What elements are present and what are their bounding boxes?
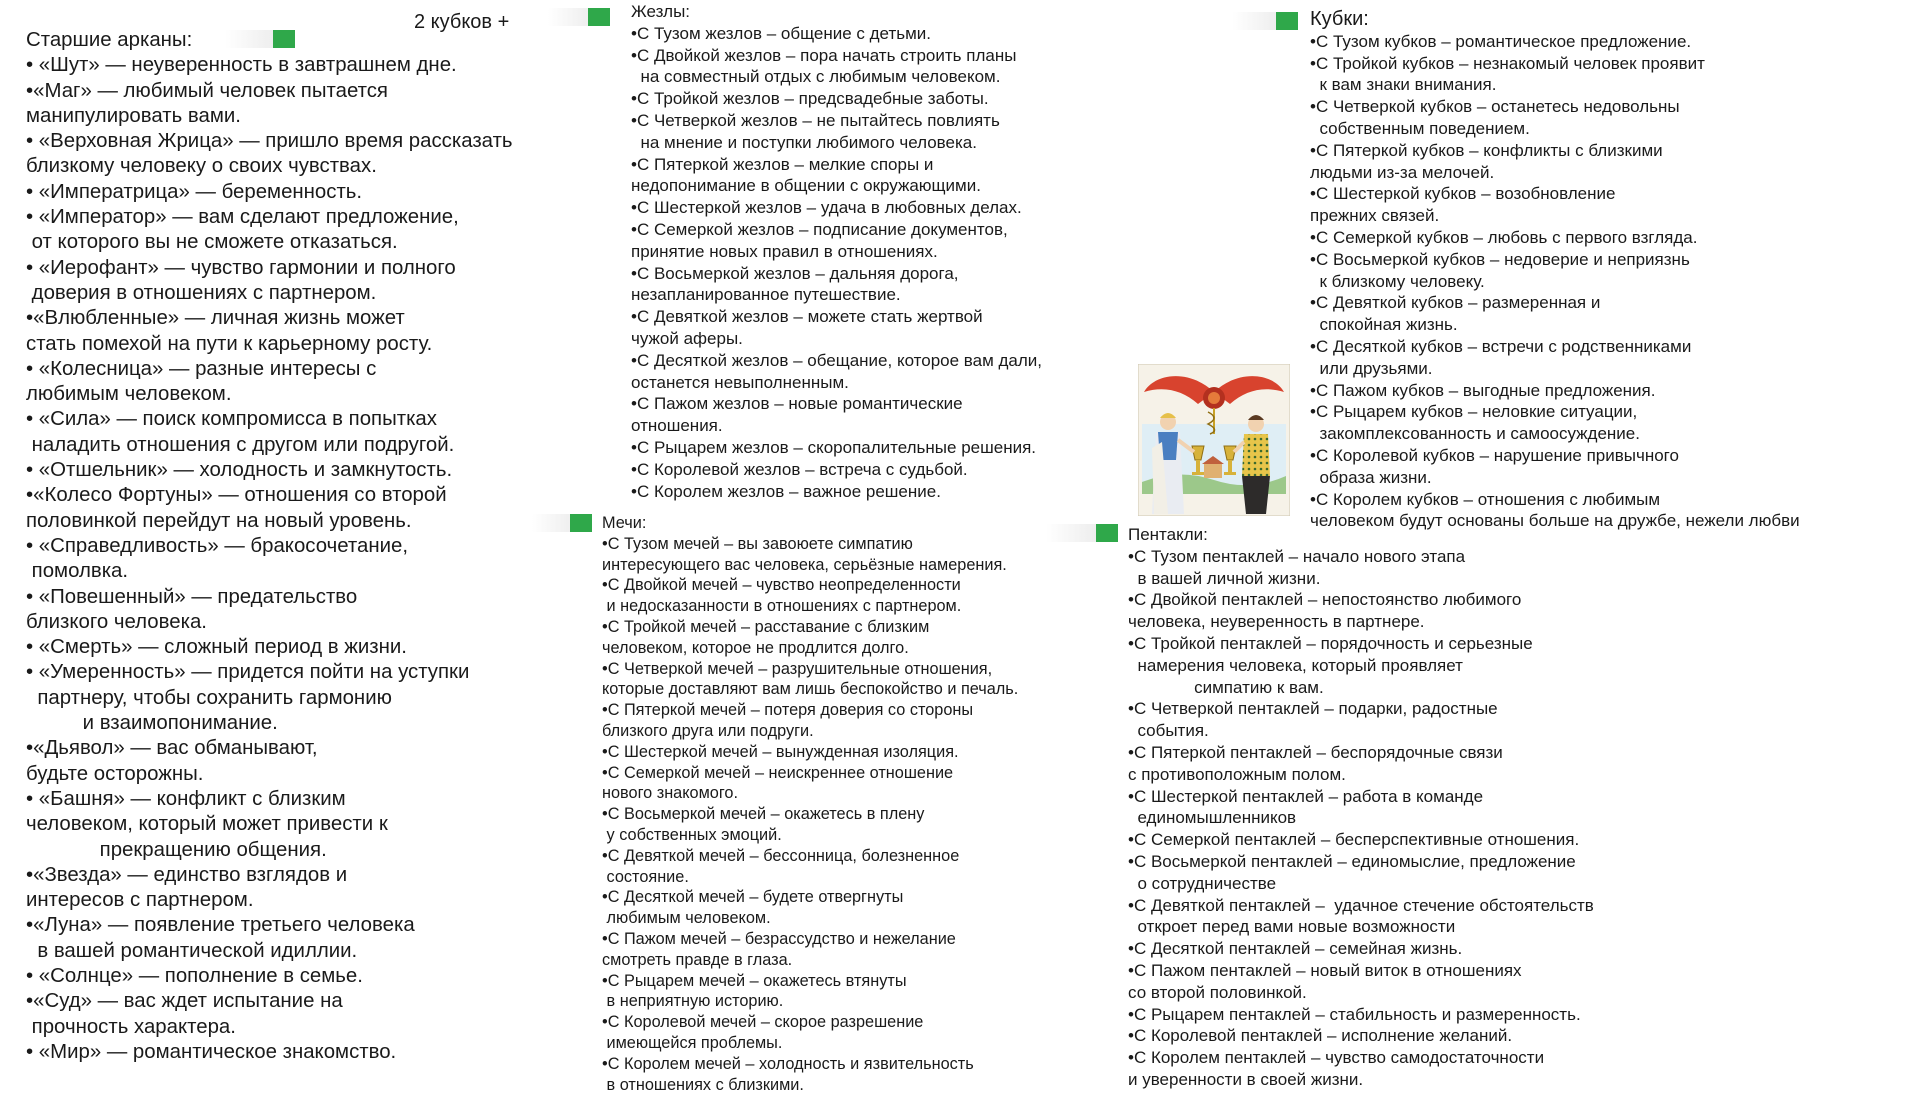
cups-section: [1310, 9, 1800, 532]
list-item: •«Влюбленные» — личная жизнь может: [26, 307, 405, 330]
list-item: останется невыполненным.: [631, 372, 849, 392]
swords-tag: [532, 514, 592, 532]
wands-list: [631, 23, 1042, 503]
list-item: любимым человеком.: [26, 383, 232, 406]
cups-list: [1310, 31, 1800, 532]
list-item: • «Смерть» — сложный период в жизни.: [26, 636, 407, 659]
list-item: о сотрудничестве: [1128, 873, 1277, 893]
list-item: • «Императрица» — беременность.: [26, 180, 363, 203]
list-item: •С Семеркой кубков – любовь с первого взгляда.: [1310, 227, 1698, 247]
wands-section: [631, 1, 1042, 502]
list-item: помолвка.: [26, 560, 129, 583]
list-item: прежних связей.: [1310, 206, 1440, 226]
list-item: •С Пятеркой мечей – потеря доверия со стороны: [602, 701, 974, 720]
list-item: незапланированное путешествие.: [631, 285, 901, 305]
list-item: •С Королем пентаклей – чувство самодостаточности: [1128, 1048, 1545, 1068]
list-item: на совместный отдых с любимым человеком.: [631, 67, 1001, 87]
list-item: • «Умеренность» — придется пойти на уступки: [26, 661, 470, 684]
wands-tag: [548, 8, 610, 26]
list-item: •С Двойкой мечей – чувство неопределенности: [602, 576, 961, 595]
list-item: •С Девяткой кубков – размеренная и: [1310, 293, 1601, 313]
list-item: в отношениях с близкими.: [602, 1075, 804, 1094]
list-item: •С Королевой мечей – скорое разрешение: [602, 1013, 924, 1032]
list-item: образа жизни.: [1310, 467, 1432, 487]
list-item: в вашей романтической идиллии.: [26, 939, 358, 962]
major-arcana-list: [26, 53, 513, 1065]
list-item: •С Рыцарем мечей – окажетесь втянуты: [602, 971, 907, 990]
list-item: имеющейся проблемы.: [602, 1033, 783, 1052]
list-item: •С Десяткой кубков – встречи с родственниками: [1310, 336, 1692, 356]
list-item: со второй половинкой.: [1128, 982, 1307, 1002]
list-item: состояние.: [602, 867, 689, 886]
pentacles-title: Пентакли:: [1128, 525, 1208, 544]
list-item: • «Сила» — поиск компромисса в попытках: [26, 408, 437, 431]
list-item: • «Справедливость» — бракосочетание,: [26, 534, 408, 557]
list-item: отношения.: [631, 416, 723, 436]
list-item: •С Четверкой пентаклей – подарки, радостные: [1128, 699, 1498, 719]
list-item: прекращению общения.: [26, 838, 327, 861]
list-item: манипулировать вами.: [26, 104, 241, 127]
list-item: симпатию к вам.: [1128, 677, 1324, 697]
list-item: •С Рыцарем кубков – неловкие ситуации,: [1310, 402, 1638, 422]
list-item: и взаимопонимание.: [26, 712, 278, 735]
list-item: смотреть правде в глаза.: [602, 950, 793, 969]
list-item: •С Десяткой мечей – будете отвергнуты: [602, 888, 904, 907]
list-item: близкому человеку о своих чувствах.: [26, 155, 377, 178]
list-item: •С Рыцарем жезлов – скоропалительные решения.: [631, 437, 1037, 457]
list-item: • «Колесница» — разные интересы с: [26, 357, 377, 380]
list-item: • «Солнце» — пополнение в семье.: [26, 964, 363, 987]
list-item: •С Королем мечей – холодность и язвительность: [602, 1054, 974, 1073]
list-item: • «Иерофант» — чувство гармонии и полного: [26, 256, 456, 279]
pentacles-list: [1128, 546, 1594, 1091]
list-item: •С Тузом пентаклей – начало нового этапа: [1128, 546, 1466, 566]
list-item: •«Луна» — появление третьего человека: [26, 914, 415, 937]
list-item: единомышленников: [1128, 808, 1297, 828]
cups-title: Кубки:: [1310, 8, 1369, 30]
cups-tag: [1232, 12, 1298, 30]
list-item: •С Пажом жезлов – новые романтические: [631, 394, 963, 414]
list-item: доверия в отношениях с партнером.: [26, 281, 377, 304]
list-item: нового знакомого.: [602, 784, 739, 803]
swords-section: [602, 513, 1018, 1095]
list-item: •С Десяткой жезлов – обещание, которое вам дали,: [631, 350, 1043, 370]
list-item: интересов с партнером.: [26, 889, 254, 912]
swords-title: Мечи:: [602, 514, 647, 532]
list-item: близкого человека.: [26, 610, 207, 633]
swords-list: [602, 534, 1018, 1095]
list-item: недопонимание в общении с окружающими.: [631, 176, 981, 196]
list-item: • «Шут» — неуверенность в завтрашнем дне.: [26, 54, 457, 77]
list-item: спокойная жизнь.: [1310, 315, 1458, 335]
list-item: •«Звезда» — единство взглядов и: [26, 863, 348, 886]
top-note: 2 кубков +: [414, 11, 510, 33]
list-item: чужой аферы.: [631, 328, 743, 348]
list-item: • «Башня» — конфликт с близким: [26, 787, 346, 810]
list-item: •«Суд» — вас ждет испытание на: [26, 990, 343, 1013]
list-item: •С Восьмеркой мечей – окажетесь в плену: [602, 805, 925, 824]
list-item: интересующего вас человека, серьёзные намерения.: [602, 555, 1007, 574]
list-item: •С Пятеркой пентаклей – беспорядочные связи: [1128, 742, 1503, 762]
list-item: •С Королевой кубков – нарушение привычного: [1310, 445, 1679, 465]
list-item: закомплексованность и самоосуждение.: [1310, 424, 1640, 444]
list-item: •С Пятеркой жезлов – мелкие споры и: [631, 154, 934, 174]
list-item: на мнение и поступки любимого человека.: [631, 132, 977, 152]
major-arcana-section: [26, 28, 513, 1065]
pentacles-tag: [1046, 524, 1118, 542]
list-item: стать помехой на пути к карьерному росту.: [26, 332, 433, 355]
list-item: •С Тройкой кубков – незнакомый человек проявит: [1310, 53, 1705, 73]
list-item: •С Двойкой пентаклей – непостоянство любимого: [1128, 590, 1522, 610]
list-item: •С Шестеркой пентаклей – работа в команде: [1128, 786, 1484, 806]
list-item: •С Семеркой пентаклей – бесперспективные отношения.: [1128, 830, 1580, 850]
list-item: которые доставляют вам лишь беспокойство и печаль.: [602, 680, 1019, 699]
list-item: будьте осторожны.: [26, 762, 204, 785]
list-item: •С Рыцарем пентаклей – стабильность и размеренность.: [1128, 1004, 1581, 1024]
list-item: в неприятную историю.: [602, 992, 784, 1011]
list-item: •С Восьмеркой кубков – недоверие и неприязнь: [1310, 249, 1690, 269]
list-item: откроет перед вами новые возможности: [1128, 917, 1456, 937]
list-item: •С Тройкой мечей – расставание с близким: [602, 617, 930, 636]
list-item: •С Тройкой жезлов – предсвадебные заботы.: [631, 89, 989, 109]
list-item: •С Королем жезлов – важное решение.: [631, 481, 941, 501]
list-item: •С Королем кубков – отношения с любимым: [1310, 489, 1661, 509]
list-item: прочность характера.: [26, 1015, 236, 1038]
list-item: или друзьями.: [1310, 358, 1433, 378]
list-item: •С Тройкой пентаклей – порядочность и серьезные: [1128, 633, 1533, 653]
list-item: и недосказанности в отношениях с партнером.: [602, 597, 962, 616]
list-item: •С Девяткой пентаклей – удачное стечение обстоятельств: [1128, 895, 1594, 915]
list-item: •С Королевой пентаклей – исполнение желаний.: [1128, 1026, 1513, 1046]
list-item: • «Мир» — романтическое знакомство.: [26, 1040, 397, 1063]
list-item: •С Тузом кубков – романтическое предложение.: [1310, 31, 1692, 51]
list-item: •С Десяткой пентаклей – семейная жизнь.: [1128, 939, 1463, 959]
list-item: наладить отношения с другом или подругой.: [26, 433, 455, 456]
list-item: человеком, который может привести к: [26, 813, 388, 836]
list-item: •С Шестеркой кубков – возобновление: [1310, 184, 1616, 204]
list-item: •С Восьмеркой пентаклей – единомыслие, предложение: [1128, 851, 1576, 871]
list-item: •С Девяткой жезлов – можете стать жертвой: [631, 307, 983, 327]
list-item: намерения человека, который проявляет: [1128, 655, 1463, 675]
list-item: человеком будут основаны больше на дружбе, нежели любви: [1310, 511, 1800, 531]
list-item: •С Семеркой жезлов – подписание документов,: [631, 219, 1008, 239]
list-item: у собственных эмоций.: [602, 825, 782, 844]
list-item: половинкой перейдут на новый уровень.: [26, 509, 412, 532]
list-item: от которого вы не сможете отказаться.: [26, 231, 398, 254]
list-item: •С Четверкой мечей – разрушительные отношения,: [602, 659, 993, 678]
list-item: события.: [1128, 721, 1209, 741]
list-item: принятие новых правил в отношениях.: [631, 241, 938, 261]
list-item: •С Четверкой кубков – останетесь недовольны: [1310, 97, 1680, 117]
list-item: •С Двойкой жезлов – пора начать строить планы: [631, 45, 1017, 65]
two-of-cups-card-illustration: [1138, 364, 1290, 516]
list-item: •С Девяткой мечей – бессонница, болезненное: [602, 846, 960, 865]
list-item: человеком, которое не продлится долго.: [602, 638, 909, 657]
list-item: • «Повешенный» — предательство: [26, 585, 358, 608]
list-item: • «Верховная Жрица» — пришло время рассказать: [26, 130, 513, 153]
pentacles-section: [1128, 524, 1594, 1091]
list-item: партнеру, чтобы сохранить гармонию: [26, 686, 392, 709]
list-item: людьми из-за мелочей.: [1310, 162, 1495, 182]
list-item: •С Шестеркой жезлов – удача в любовных делах.: [631, 198, 1022, 218]
list-item: •С Королевой жезлов – встреча с судьбой.: [631, 459, 968, 479]
list-item: к вам знаки внимания.: [1310, 75, 1497, 95]
list-item: •С Пажом мечей – безрассудство и нежелание: [602, 929, 956, 948]
list-item: близкого друга или подруги.: [602, 721, 814, 740]
list-item: любимым человеком.: [602, 909, 771, 928]
list-item: в вашей личной жизни.: [1128, 568, 1321, 588]
list-item: •С Восьмеркой жезлов – дальняя дорога,: [631, 263, 959, 283]
list-item: • «Отшельник» — холодность и замкнутость.: [26, 459, 453, 482]
list-item: •«Маг» — любимый человек пытается: [26, 79, 388, 102]
list-item: •С Пажом кубков – выгодные предложения.: [1310, 380, 1656, 400]
list-item: •С Пятеркой кубков – конфликты с близкими: [1310, 140, 1663, 160]
list-item: •С Тузом мечей – вы завоюете симпатию: [602, 534, 913, 553]
list-item: человека, неуверенность в партнере.: [1128, 612, 1425, 632]
list-item: с противоположным полом.: [1128, 764, 1346, 784]
list-item: •С Пажом пентаклей – новый виток в отношениях: [1128, 960, 1522, 980]
major-arcana-title: Старшие арканы:: [26, 29, 193, 51]
list-item: • «Император» — вам сделают предложение,: [26, 206, 459, 229]
list-item: и уверенности в своей жизни.: [1128, 1069, 1364, 1089]
list-item: •«Дьявол» — вас обманывают,: [26, 737, 318, 760]
list-item: •С Шестеркой мечей – вынужденная изоляция.: [602, 742, 959, 761]
list-item: •С Тузом жезлов – общение с детьми.: [631, 23, 931, 43]
list-item: •С Четверкой жезлов – не пытайтесь повлиять: [631, 110, 1000, 130]
list-item: к близкому человеку.: [1310, 271, 1485, 291]
list-item: собственным поведением.: [1310, 118, 1530, 138]
wands-title: Жезлы:: [631, 2, 691, 21]
list-item: •С Семеркой мечей – неискреннее отношение: [602, 763, 954, 782]
list-item: •«Колесо Фортуны» — отношения со второй: [26, 484, 447, 507]
